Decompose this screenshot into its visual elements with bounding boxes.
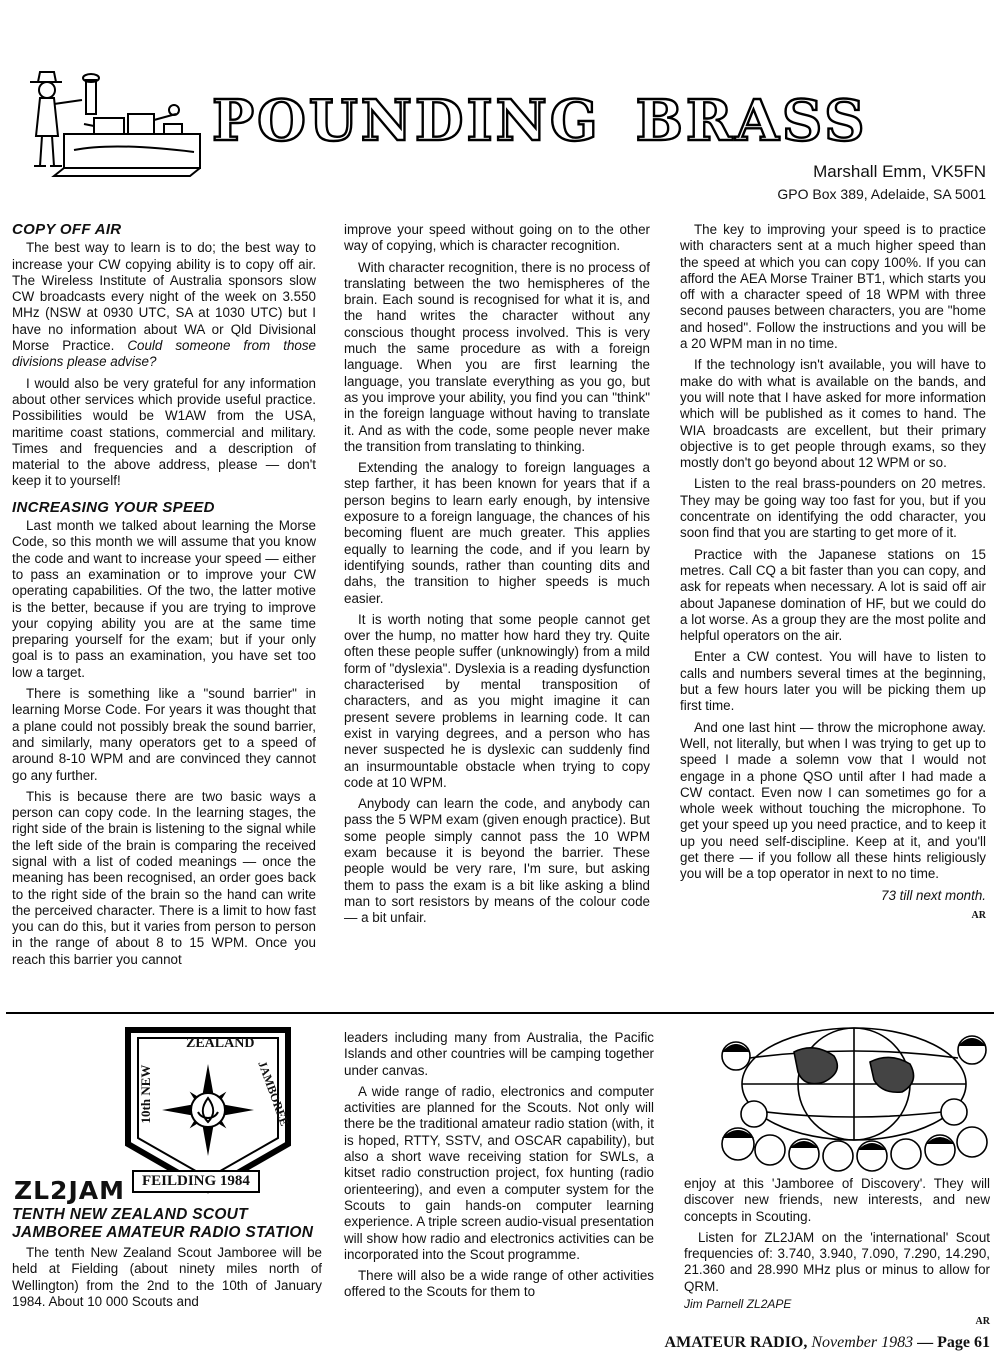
paragraph: It is worth noting that some people cannot get over the hump, no matter how hard they try. Quite often these people suffer (unknowingly) from a mild form of "dyslexia". Dyslexia is a reading dysfunction characterised by mental transposition of characters, and as you might imagine it can present severe problems in learning code. It can exist in varying degrees, and a person who has never suspected he is dyslexic can suddenly find an insurmountable obstacle when trying to copy code at 10 WPM. bbox=[344, 611, 650, 790]
footer-magazine: AMATEUR RADIO, bbox=[664, 1334, 808, 1351]
jamboree-column-2 bbox=[344, 1030, 654, 1306]
italic-request: Could someone from those divisions please advise? bbox=[12, 338, 316, 370]
paragraph: improve your speed without going on to the other way of copying, which is character recognition. bbox=[344, 222, 650, 254]
paragraph: Practice with the Japanese stations on 15 metres. Call CQ a bit faster than you can copy, and ask for repeats when necessary. A lot is said off air about Japanese domination of HF, but we could do a lot worse. As a group they are the most polite and helpful operators on the air. bbox=[680, 546, 986, 644]
globe-icon bbox=[714, 1022, 994, 1172]
masthead-illustration bbox=[24, 70, 204, 180]
article-column-1 bbox=[12, 222, 316, 973]
footer-date: November 1983 bbox=[811, 1334, 914, 1351]
title-word-pounding: POUNDING bbox=[212, 88, 601, 154]
paragraph: Listen to the real brass-pounders on 20 metres. They may be going way too fast for you, but if you concentrate on identifying the odd character, you soon find that you are starting to get more of it. bbox=[680, 476, 986, 541]
article-column-3 bbox=[680, 222, 986, 924]
callsign: ZL2JAM bbox=[14, 1176, 125, 1205]
article-column-2 bbox=[344, 222, 650, 931]
paragraph: Last month we talked about learning the Morse Code, so this month we will assume that you know the code and want to increase your speed — either to pass an examination or to improve your CW operating capabilities. Of the two, the latter motive is the better, because if you are trying to improve your copying ability you are at the same time preparing yourself for the exam; but if your only goal is to pass an examination, you have set too low a target. bbox=[12, 518, 316, 680]
logo-text-zealand: ZEALAND bbox=[186, 1036, 255, 1051]
paragraph: The key to improving your speed is to practice with characters sent at a much higher speed than the speed at which you can copy 100%. If you can afford the AEA Morse Trainer BT1, which starts you off with a character speed of 18 WPM with three second pauses between characters, you are "home and hosed". Follow the instructions and you will be a 20 WPM man in no time. bbox=[680, 222, 986, 352]
paragraph: And one last hint — throw the microphone away. Well, not literally, but when I was trying to get up to speed I made a solemn vow that I would not engage in a phone QSO until after I had made a CW contact. Even now I can sometimes go for a whole week without touching the microphone. To get your speed up you need practice, and to keep it up you need self-discipline. Keep at it, and you'll get there — if you follow all these hints religiously you will be a top operator in next to no time. bbox=[680, 719, 986, 882]
paragraph: There is something like a "sound barrier" in learning Morse Code. For years it was thought that a plane could not possibly break the sound barrier, and similarly, many operators get to a speed of around 8-10 WPM and are convinced they cannot go any further. bbox=[12, 686, 316, 783]
end-mark: AR bbox=[971, 909, 986, 921]
paragraph: enjoy at this 'Jamboree of Discovery'. They will discover new friends, new interests, and new concepts in Scouting. bbox=[684, 1176, 990, 1224]
paragraph: With character recognition, there is no process of translating between the two hemispheres of the brain. Each sound is recognised for what it is, and the hand writes the character without any conscious thought process involved. This is very much the same procedure as with a foreign language. When you are first learning the language, you translate everything as you go, but as you improve your ability, you find you can "think" in the foreign language without having to translate it. And as with the code, some people never make the transition from translating to thinking. bbox=[344, 259, 650, 454]
section-heading-copy-off-air: COPY OFF AIR bbox=[12, 221, 122, 238]
author-address: GPO Box 389, Adelaide, SA 5001 bbox=[777, 186, 986, 202]
paragraph: Enter a CW contest. You will have to listen to calls and numbers several times at the beginning, but a few hours later you will be picking them up first time. bbox=[680, 649, 986, 714]
credit-line: Jim Parnell ZL2APE bbox=[684, 1297, 792, 1312]
footer-page: — Page 61 bbox=[917, 1334, 990, 1351]
paragraph: A wide range of radio, electronics and computer activities are planned for the Scouts. Not only will there be the traditional amateur radio station (with, it is hoped, RTTY, SSTV, and OSCAR capability), but also a short wave receiving station for SWLs, a kitset radio construction project, fox hunting (radio orienteering), and even a computer system for the Scouts to gain hands-on computer learning experience. A triple screen audio-visual presentation will show how radio and electronics activities can be incorporated into the Scout programme. bbox=[344, 1083, 654, 1262]
logo-text-right: JAMBOREE bbox=[255, 1058, 292, 1128]
jamboree-headline: TENTH NEW ZEALAND SCOUT JAMBOREE AMATEUR RADIO STATION bbox=[12, 1206, 314, 1241]
paragraph: If the technology isn't available, you will have to make do with what is available on the bands, and you will note that I have asked for more information which will be published as it comes to hand. The WIA broadcasts are excellent, but their primary objective is to get people through exams, so they mostly don't go beyond about 12 WPM or so. bbox=[680, 357, 986, 471]
scouts-globe-illustration bbox=[714, 1022, 994, 1172]
page-title bbox=[212, 88, 992, 158]
paragraph: The tenth New Zealand Scout Jamboree will be held at Fielding (about ninety miles north of Wellington) from the 2nd to the 10th of January 1984. About 10 000 Scouts and bbox=[12, 1245, 322, 1309]
signoff: 73 till next month. bbox=[881, 887, 986, 903]
paragraph: The best way to learn is to do; the best way to increase your CW copying ability is to copy off air. The Wireless Institute of Australia sponsors slow CW broadcasts every night of the week on 3.550 MHz (NSW at 0930 UTC, SA at 1030 UTC) but I have no information about WA or Qld Divisional Morse Practice. Could someone from those divisions please advise? bbox=[12, 240, 316, 370]
jamboree-logo bbox=[108, 1026, 308, 1194]
paragraph: Anybody can learn the code, and anybody can pass the 5 WPM exam (given enough practice). But some people simply cannot pass the 10 WPM exam because it is beyond the barrier. These people would be very rare, I'm sure, but asking them to pass the exam is a bit like asking a blind man to sort resistors by means of the colour code — a bit unfair. bbox=[344, 796, 650, 926]
paragraph: Listen for ZL2JAM on the 'international' Scout frequencies of: 3.740, 3.940, 7.090, 7.290, 14.290, 21.360 and 28.990 MHz plus or minus to allow for QRM. bbox=[684, 1229, 990, 1294]
author-byline: Marshall Emm, VK5FN bbox=[813, 162, 986, 181]
telegraph-key-cartoon-icon bbox=[24, 70, 204, 180]
paragraph: There will also be a wide range of other activities offered to the Scouts for them to bbox=[344, 1268, 654, 1300]
logo-banner-feilding: FEILDING 1984 bbox=[132, 1170, 260, 1193]
paragraph: Extending the analogy to foreign languages a step farther, it has been known for years that if a person begins to learn early enough, by intensive exposure to a foreign language, the chances of his becoming fluent are much greater. This applies equally to learning the code, and if you learn by identifying sounds, rather than counting dits and dahs, the transition to higher speeds is much easier. bbox=[344, 460, 650, 606]
end-mark: AR bbox=[975, 1316, 990, 1328]
title-word-brass: BRASS bbox=[635, 88, 868, 154]
paragraph: I would also be very grateful for any information about other services which provide useful practice. Possibilities would be W1AW from the USA, maritime coast stations, commercial and military. Times and frequencies and a description of material to the above address, please — don't keep it to yourself! bbox=[12, 375, 316, 489]
jamboree-column-3 bbox=[684, 1176, 990, 1331]
paragraph: This is because there are two basic ways a person can copy code. In the learning stages, the right side of the brain is listening to the signal while the left side of the brain is comparing the received signal with a list of coded meanings — once the meaning has been recognised, an order goes back to the right side of the brain so the hand can write the perceived character. There is a limit to how fast you can do this, but it varies from person to person in the range of about 8 to 15 WPM. Once you reach this barrier you cannot bbox=[12, 788, 316, 967]
logo-text-left: 10th NEW bbox=[138, 1064, 153, 1124]
paragraph: leaders including many from Australia, the Pacific Islands and other countries will be camping together under canvas. bbox=[344, 1030, 654, 1078]
page-footer bbox=[665, 1334, 990, 1352]
section-heading-increasing-speed: INCREASING YOUR SPEED bbox=[12, 498, 215, 516]
section-divider bbox=[6, 1012, 994, 1014]
jamboree-column-1 bbox=[12, 1206, 322, 1315]
